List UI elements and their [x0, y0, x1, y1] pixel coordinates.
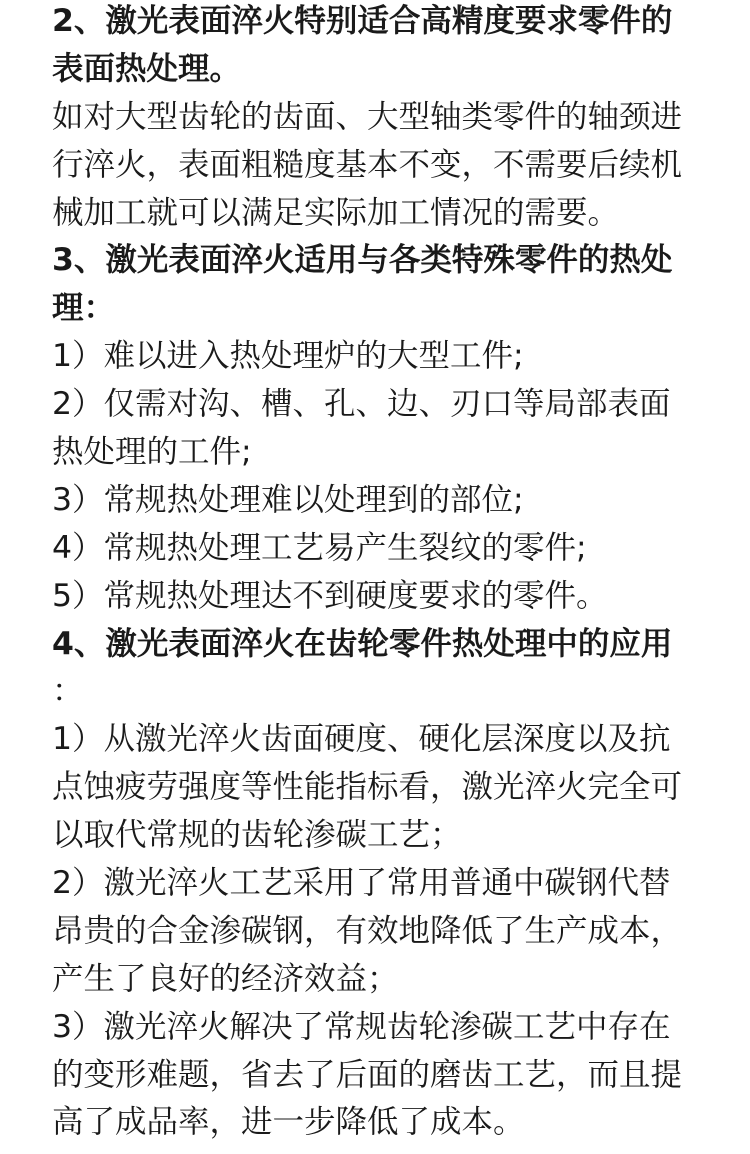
heading-4-line-1: 4、激光表面淬火在齿轮零件热处理中的应用: [52, 625, 673, 662]
list-item: 2）仅需对沟、槽、孔、边、刃口等局部表面: [52, 386, 671, 423]
list-item: 5）常规热处理达不到硬度要求的零件。: [52, 577, 608, 614]
list-item: 1）从激光淬火齿面硬度、硬化层深度以及抗: [52, 721, 671, 758]
heading-2-line-1: 2、激光表面淬火特别适合高精度要求零件的: [52, 3, 673, 39]
heading-4-line-2: ：: [52, 673, 84, 710]
list-item: 昂贵的合金渗碳钢，有效地降低了生产成本，: [52, 912, 683, 949]
list-item: 2）激光淬火工艺采用了常用普通中碳钢代替: [52, 865, 671, 902]
list-item: 点蚀疲劳强度等性能指标看，激光淬火完全可: [52, 769, 683, 806]
list-item: 1）难以进入热处理炉的大型工件;: [52, 338, 524, 375]
heading-2-line-2: 表面热处理。: [52, 50, 242, 87]
heading-3-line-1: 3、激光表面淬火适用与各类特殊零件的热处: [52, 242, 673, 279]
list-item: 产生了良好的经济效益；: [52, 960, 399, 997]
list-item: 3）常规热处理难以处理到的部位;: [52, 481, 524, 518]
list-item: 4）常规热处理工艺易产生裂纹的零件;: [52, 529, 587, 566]
list-item: 的变形难题，省去了后面的磨齿工艺，而且提: [52, 1056, 683, 1093]
list-item: 高了成品率，进一步降低了成本。: [52, 1104, 525, 1141]
heading-3-line-2: 理：: [52, 290, 116, 327]
list-item: 3）激光淬火解决了常规齿轮渗碳工艺中存在: [52, 1008, 671, 1045]
paragraph-line: 行淬火，表面粗糙度基本不变，不需要后续机: [52, 146, 683, 183]
list-item: 热处理的工件;: [52, 434, 252, 471]
list-item: 以取代常规的齿轮渗碳工艺；: [52, 817, 462, 854]
paragraph-line: 械加工就可以满足实际加工情况的需要。: [52, 194, 620, 231]
paragraph-line: 如对大型齿轮的齿面、大型轴类零件的轴颈进: [52, 98, 683, 135]
